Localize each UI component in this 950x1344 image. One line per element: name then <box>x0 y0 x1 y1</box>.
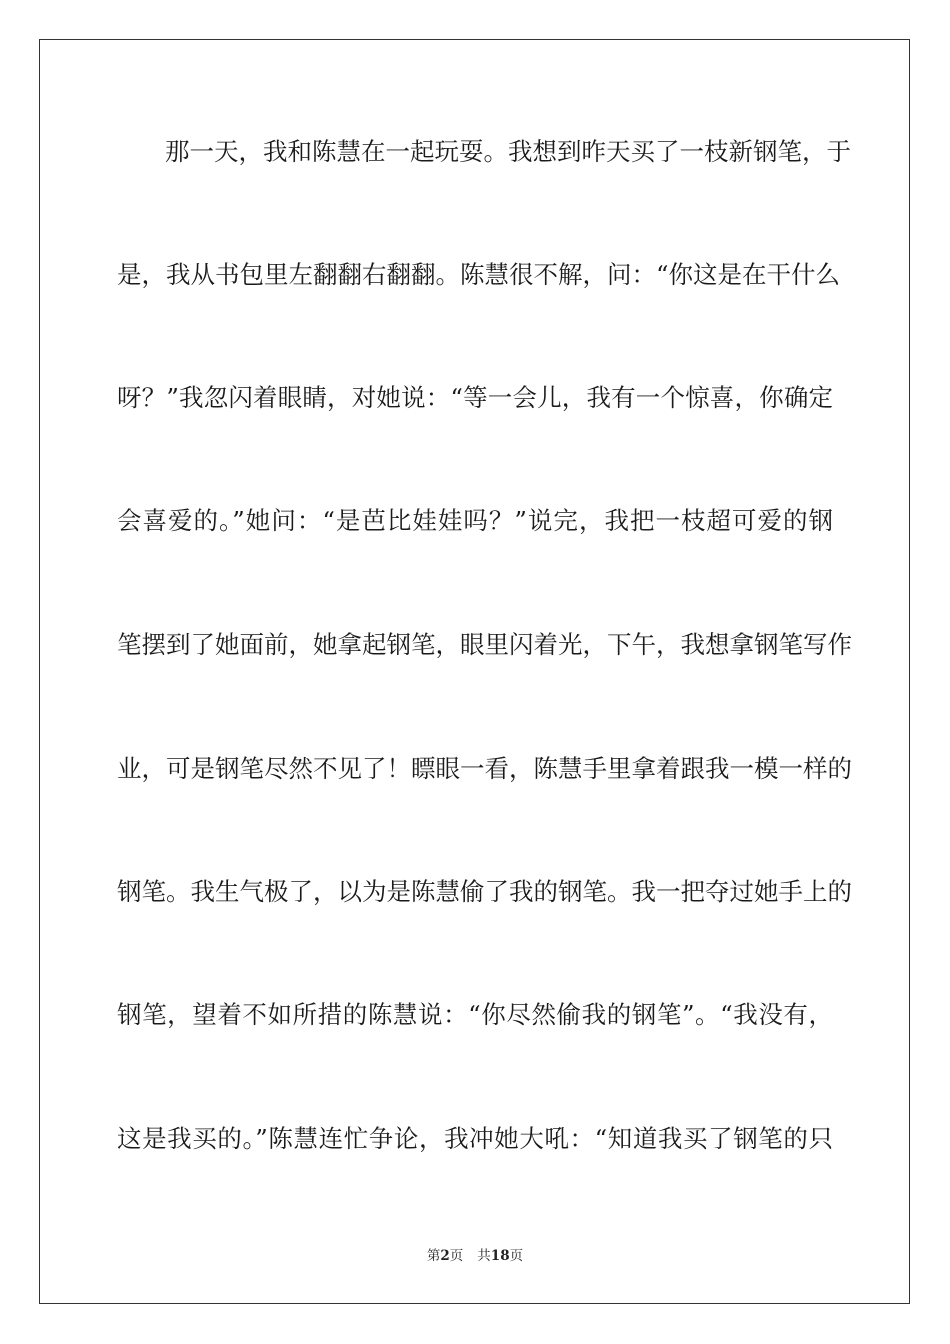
page-suffix: 页 <box>449 1248 464 1264</box>
page-indicator <box>427 1248 463 1264</box>
page-prefix: 第 <box>426 1248 441 1264</box>
paragraph-line: 是，我从书包里左翻翻右翻翻。陈慧很不解，问：“你这是在干什么 <box>117 260 841 289</box>
paragraph-line: 这是我买的。”陈慧连忙争论，我冲她大吼：“知道我买了钢笔的只 <box>117 1124 833 1153</box>
total-suffix: 页 <box>509 1248 524 1264</box>
paragraph-line: 业，可是钢笔尽然不见了！瞟眼一看，陈慧手里拿着跟我一模一样的 <box>117 754 852 783</box>
total-pages-indicator <box>477 1248 523 1264</box>
paragraph-line: 钢笔，望着不如所措的陈慧说：“你尽然偷我的钢笔”。“我没有， <box>117 1000 833 1029</box>
paragraph-line: 会喜爱的。”她问：“是芭比娃娃吗？”说完，我把一枝超可爱的钢 <box>117 506 833 535</box>
paragraph-line: 钢笔。我生气极了，以为是陈慧偷了我的钢笔。我一把夺过她手上的 <box>117 877 852 906</box>
total-prefix: 共 <box>477 1248 491 1264</box>
paragraph-line: 笔摆到了她面前，她拿起钢笔，眼里闪着光，下午，我想拿钢笔写作 <box>117 630 852 659</box>
paragraph-line: 呀？”我忽闪着眼睛，对她说：“等一会儿，我有一个惊喜，你确定 <box>117 383 833 412</box>
paragraph-line: 那一天，我和陈慧在一起玩耍。我想到昨天买了一枝新钢笔，于 <box>165 137 851 166</box>
page-footer <box>0 1246 950 1266</box>
page-border <box>39 39 910 1304</box>
total-pages: 18 <box>490 1248 510 1264</box>
page-number: 2 <box>440 1248 450 1264</box>
